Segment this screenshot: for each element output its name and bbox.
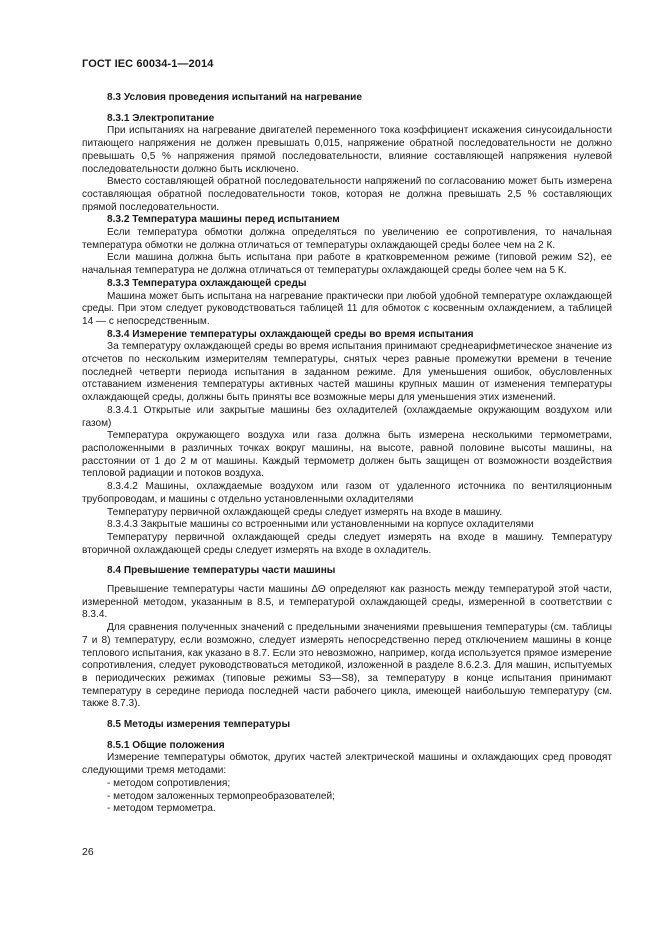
list-item: - методом термометра. bbox=[107, 803, 216, 815]
paragraph: За температуру охлаждающей среды во время испытания принимают среднеарифметическое значение из отсчетов по нескольким измерителям температуры, снятых через равные промежутки времени в течение последней четверти периода испытания в заданном режиме. Для уменьшения ошибок, обусловленных отставанием изменения температуры активных частей машины крупных машин от изменения температуры охлаждающей среды, должны быть приняты все возможные меры для уменьшения этих изменений. bbox=[82, 341, 612, 404]
document-body bbox=[82, 92, 612, 816]
section-heading-8-5-1: 8.5.1 Общие положения bbox=[107, 739, 225, 751]
section-heading-8-4: 8.4 Превышение температуры части машины bbox=[107, 565, 336, 577]
section-heading-8-3-1: 8.3.1 Электропитание bbox=[107, 112, 215, 124]
section-heading-8-3-2: 8.3.2 Температура машины перед испытанием bbox=[107, 214, 340, 226]
paragraph: Температуру первичной охлаждающей среды следует измерять на входе в машину. Температуру вторичной охлаждающей среды следует измерять на входе в охладитель. bbox=[82, 531, 612, 556]
section-heading-8-3: 8.3 Условия проведения испытаний на нагревание bbox=[107, 92, 362, 103]
paragraph: Если температура обмотки должна определяться по увеличению ее сопротивления, то начальная температура обмотки не должна отличаться от температуры охлаждающей среды более чем на 2 К. bbox=[82, 227, 612, 251]
list-item: - методом сопротивления; bbox=[107, 777, 231, 789]
section-heading-8-3-4: 8.3.4 Измерение температуры охлаждающей среды во время испытания bbox=[107, 328, 474, 340]
page-number: 26 bbox=[82, 846, 94, 858]
subsection-8-3-4-2: 8.3.4.2 Машины, охлаждаемые воздухом или газом от удаленного источника по вентиляционным трубопроводам, и машины с отдельно установленными охладителями bbox=[82, 481, 612, 505]
paragraph: Измерение температуры обмоток, других частей электрической машины и охлаждающих сред проводят следующими тремя методами: bbox=[82, 752, 612, 777]
document-header: ГОСТ IEC 60034-1—2014 bbox=[82, 58, 214, 70]
section-heading-8-3-3: 8.3.3 Температура охлаждающей среды bbox=[107, 277, 307, 289]
section-heading-8-5: 8.5 Методы измерения температуры bbox=[107, 719, 291, 731]
subsection-8-3-4-3: 8.3.4.3 Закрытые машины со встроенными или установленными на корпусе охладителями bbox=[107, 519, 534, 531]
paragraph: Температура окружающего воздуха или газа должна быть измерена несколькими термометрами, расположенными в различных точках вокруг машины, на высоте, равной половине высоты машины, на расстоянии от 1 до 2 м от машины. Каждый термометр должен быть защищен от возможности воздействия тепловой радиации и потоков воздуха. bbox=[82, 430, 612, 480]
paragraph: Машина может быть испытана на нагревание практически при любой удобной температуре охлаждающей среды. При этом следует руководствоваться таблицей 11 для обмоток с косвенным охлаждением, а таблицей 14 — с непосредственным. bbox=[82, 290, 612, 327]
paragraph: Превышение температуры части машины ΔΘ определяют как разность между температурой этой части, измеренной методом, указанным в 8.5, и температурой охлаждающей среды, измеренной в соответствии с 8.3.4. bbox=[82, 584, 612, 621]
list-item: - методом заложенных термопреобразователей; bbox=[107, 790, 335, 802]
paragraph: Если машина должна быть испытана при работе в кратковременном режиме (типовой режим S2), ее начальная температура не должна отличаться от температуры охлаждающей среды более чем на 5 К. bbox=[82, 252, 612, 277]
paragraph: Температуру первичной охлаждающей среды следует измерять на входе в машину. bbox=[107, 506, 503, 518]
paragraph: Для сравнения полученных значений с предельными значениями превышения температуры (см. таблицы 7 и 8) температуру, если возможно, следует измерять непосредственно перед отключением машины в конце теплового испытания, как указано в 8.7. Если это невозможно, например, когда используется прямое измерение сопротивления, следует руководствоваться методикой, изложенной в разделе 8.6.2.3. Для машин, испытуемых в периодических режимах (типовые режимы S3—S8), за температуру в конце испытания принимают температуру в середине периода последней части рабочего цикла, имеющей наибольшую температуру (см. также 8.7.3). bbox=[82, 622, 612, 710]
subsection-8-3-4-1: 8.3.4.1 Открытые или закрытые машины без охладителей (охлаждаемые окружающим воздухом или газом) bbox=[82, 404, 612, 429]
paragraph: При испытаниях на нагревание двигателей переменного тока коэффициент искажения синусоидальности питающего напряжения не должен превышать 0,015, напряжение обратной последовательности не должно превышать 0,5 % напряжения прямой последовательности, влияние составляющей напряжения нулевой последовательности должно быть исключено. bbox=[82, 125, 612, 175]
paragraph: Вместо составляющей обратной последовательности напряжений по согласованию может быть измерена составляющая обратной последовательности токов, которая не должна превышать 2,5 % составляющих прямой последовательности. bbox=[82, 176, 612, 213]
